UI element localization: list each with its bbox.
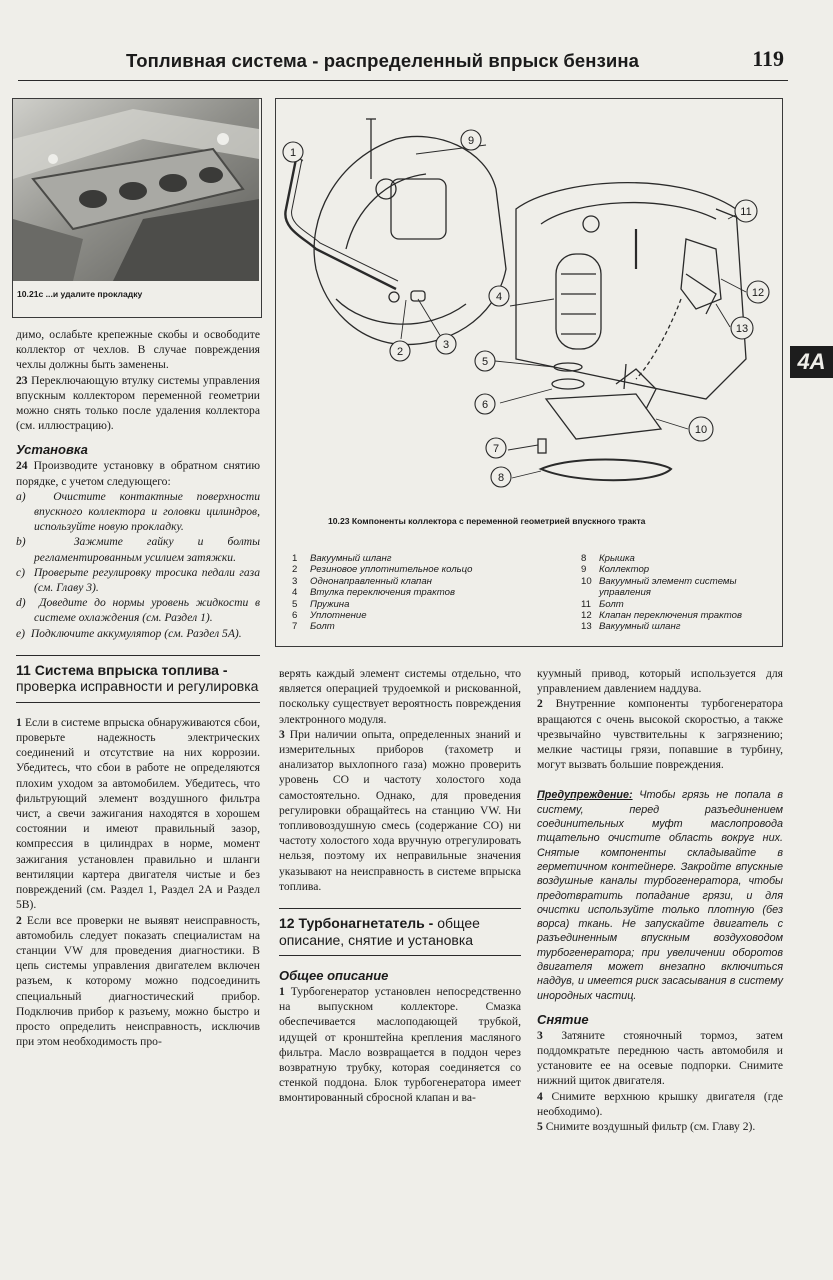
legend-item: 6 Уплотнение (292, 610, 367, 622)
paragraph: 5 Снимите воздушный фильтр (см. Главу 2). (537, 1120, 756, 1134)
paragraph: 1 Турбогенератор установлен непосредственно на выпускном коллекторе. Смазка обеспечивается маслоподающей трубкой, идущей от кронштейна крепления масляного фильтра. Масло возвращается в поддон через возвратную трубку, которая соединяется со стенкой поддона. Блок турбогенератора имеет вмонтированный сбросной клапан и ва- (279, 985, 521, 1105)
paragraph: верять каждый элемент системы отдельно, что является операцией трудоемкой и рискованной, поскольку существует вероятность повреждения электронного модуля. (279, 667, 521, 726)
photo-caption: 10.21c ...и удалите прокладку (17, 289, 143, 299)
legend-left (292, 553, 473, 633)
paragraph: димо, ослабьте крепежные скобы и освободите коллектор от чехлов. В случае повреждения чехлы должны быть заменены. (16, 328, 260, 372)
callout-label-9: 9 (467, 135, 475, 147)
column-right (537, 666, 783, 1134)
paragraph: 23 Переключающую втулку системы управления впускным коллектором переменной геометрии можно снять только после удаления коллектора (см. иллюстрацию). (16, 373, 260, 433)
warning-note: Предупреждение: Чтобы грязь не попала в систему, перед разъединением соединительных муфт маслопровода тщательно очистите область вокруг них. Снятые компоненты складывайте в герметичном контейнере. Закройте впускные воздушные каналы турбогенератора, чтобы предотвратить попадание грязи, и для очистки используйте только плотную (без ворса) ткань. Не запускайте двигатель с разъединенным впускным воздуховодом турбогенератора; при увеличении оборотов двигателя может внезапно включиться наддув, и имеется риск засасывания в систему инородных частиц. (537, 789, 783, 1002)
paragraph: куумный привод, который используется для управлением давлением наддува. (537, 667, 783, 696)
engine-photo (13, 99, 259, 281)
callout-label-11: 11 (740, 206, 752, 218)
paragraph: 24 Производите установку в обратном снятию порядке, с учетом следующего: (16, 459, 260, 488)
list-item: c) Проверьте регулировку тросика педали газа (см. Главу 3). (16, 565, 260, 595)
section-heading-11: 11 Система впрыска топлива - проверка исправности и регулировка (16, 655, 260, 703)
subheading-general: Общее описание (279, 968, 389, 984)
running-title: Топливная система - распределенный впрыск бензина (126, 50, 640, 71)
legend-item: 9 Коллектор (581, 564, 650, 576)
callout-label-8: 8 (497, 472, 505, 484)
legend-item: 5 Пружина (292, 598, 350, 610)
legend-item: 13 Вакуумный шланг (581, 621, 681, 633)
legend-item: 3 Однонаправленный клапан (292, 575, 432, 587)
list-item: b) Зажмите гайку и болты регламентированным усилием затяжки. (16, 535, 260, 564)
paragraph: 1 Если в системе впрыска обнаруживаются сбои, проверьте надежность электрических соединений и отсутствие на них коррозии. Убедитесь, что сбои в работе не определяются плохим уходом за автомобилем. Убедитесь, что фильтрующий элемент воздушного фильтра чист, а свечи зажигания находятся в хорошем состоянии и имеют правильный зазор, компрессия в цилиндрах в норме, момент зажигания установлен правильно и шланги вентиляции картера двигателя чистые и без повреждений (см. Раздел 1, Раздел 2A и Раздел 5B). (16, 715, 260, 912)
manifold-diagram (276, 99, 782, 509)
chapter-tab: 4A (790, 346, 833, 378)
paragraph: 2 Если все проверки не выявят неисправность, автомобиль следует показать специалистам на станции VW для проведения диагностики. В цепь системы управления двигателем включен разъем, к которому можно подсоединить специальный диагностический прибор. Подключив прибор к разъему, можно быстро и просто определить неисправность, исключив при этом необходимость про- (16, 913, 260, 1049)
section-heading-12: 12 Турбонагнетатель - общее описание, снятие и установка (279, 908, 521, 956)
callout-label-5: 5 (481, 356, 489, 368)
callout-label-12: 12 (751, 287, 765, 299)
paragraph: 2 Внутренние компоненты турбогенератора вращаются с очень высокой скоростью, а также чрезвычайно чувствительны к загрязнению; мелкие частицы грязи, попавшие в турбину, могут вызвать большие повреждения. (537, 697, 783, 772)
column-middle (279, 666, 521, 1106)
callout-label-10: 10 (694, 424, 708, 436)
list-item: e) Подключите аккумулятор (см. Раздел 5A). (16, 626, 242, 640)
callout-label-13: 13 (735, 323, 749, 335)
figure-caption: 10.23 Компоненты коллектора с переменной геометрией впускного тракта (328, 516, 646, 526)
list-item: d) Доведите до нормы уровень жидкости в системе охлаждения (см. Раздел 1). (16, 596, 261, 625)
paragraph: 4 Снимите верхнюю крышку двигателя (где необходимо). (537, 1089, 783, 1118)
diagram-figure (275, 98, 783, 647)
legend-item: 10 Вакуумный элемент системы управления (581, 575, 737, 599)
callout-label-4: 4 (495, 291, 503, 303)
subheading-removal: Снятие (537, 1011, 589, 1027)
page-header (18, 40, 788, 81)
page-number: 119 (752, 46, 784, 71)
legend-item: 8 Крышка (581, 553, 635, 564)
list-item: a) Очистите контактные поверхности впускного коллектора и головки цилиндров, используйте новую прокладку. (16, 489, 260, 534)
photo-figure (12, 98, 262, 318)
callout-label-3: 3 (442, 339, 450, 351)
callout-label-1: 1 (289, 147, 297, 159)
legend-item: 12 Клапан переключения трактов (581, 610, 742, 622)
callout-label-7: 7 (492, 443, 500, 455)
legend-item: 2 Резиновое уплотнительное кольцо (292, 564, 473, 576)
callout-label-2: 2 (396, 346, 404, 358)
column-left (16, 327, 260, 1049)
callout-label-6: 6 (481, 399, 489, 411)
paragraph: 3 При наличии опыта, определенных знаний и измерительных приборов (тахометр и анализатор выхлопного газа) можно проверить уровень CO и частоту холостого хода самостоятельно. Однако, для проведения регулировки обращайтесь на станцию VW. Ни топливовоздушную смесь (содержание CO) ни частоту холостого хода вручную отрегулировать нельзя, поэтому их неправильные значения указывают на неисправность в системе впрыска топлива. (279, 727, 521, 893)
legend-item: 4 Втулка переключения трактов (292, 587, 455, 599)
legend-item: 7 Болт (292, 621, 335, 633)
subheading-install: Установка (16, 442, 88, 458)
legend-right (581, 553, 769, 633)
legend-item: 11 Болт (581, 598, 624, 610)
paragraph: 3 Затяните стояночный тормоз, затем поддомкратьте переднюю часть автомобиля и установите ее на осевые подпорки. Снимите нижний щиток двигателя. (537, 1028, 783, 1088)
legend-item: 1 Вакуумный шланг (292, 553, 392, 564)
